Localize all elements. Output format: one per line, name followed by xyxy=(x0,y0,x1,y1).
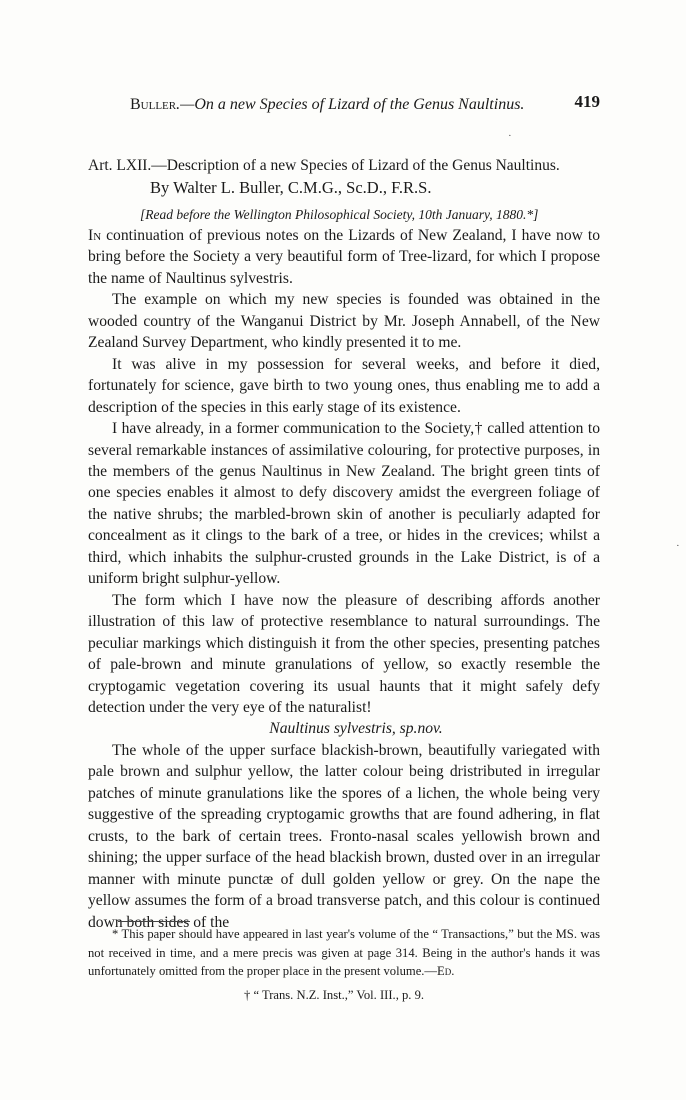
page-number: 419 xyxy=(574,92,600,111)
footnote-star-editor: Ed. xyxy=(437,964,455,978)
paragraph-2: The example on which my new species is founded was obtained in the wooded country of the Wanganui District by Mr. Joseph Annabell, of the New Zealand Survey Department, who kindly presented it to me. xyxy=(88,291,600,352)
paragraph-1 xyxy=(88,225,600,289)
stray-mark: · xyxy=(676,540,680,552)
running-head-title: .—On a new Species of Lizard of the Genus Naultinus. xyxy=(176,96,525,113)
species-name: Naultinus sylvestris, sp.nov. xyxy=(269,720,443,738)
article-title: Art. LXII.—Description of a new Species of Lizard of the Genus Naultinus. xyxy=(88,157,560,174)
paragraph-3: It was alive in my possession for several weeks, and before it died, fortunately for science, gave birth to two young ones, thus enabling me to add a description of the species in this early stage of its existence. xyxy=(88,355,600,416)
footnote-dagger: † “ Trans. N.Z. Inst.,” Vol. III., p. 9. xyxy=(244,988,425,1002)
article-byline: By Walter L. Buller, C.M.G., Sc.D., F.R.S. xyxy=(150,178,432,197)
paragraph-4: I have already, in a former communication to the Society,† called attention to several remarkable instances of assimilative colouring, for protective purposes, in the members of the genus Naultinus in New Zealand. The bright green tints of one species enables it almost to defy discovery amidst the evergreen foliage of the native shrubs; the marbled-brown skin of another is peculiarly adapted for concealment as it clings to the bark of a tree, or hides in the crevices; whilst a third, which inhabits the sulphur-crusted grounds in the Lake District, is of a uniform bright sulphur-yellow. xyxy=(88,420,600,588)
paragraph-1-text: continuation of previous notes on the Lizards of New Zealand, I have now to bring before the Society a very beautiful form of Tree-lizard, for which I propose the name of Naultinus sylvestris. xyxy=(88,227,600,287)
running-head xyxy=(130,92,600,114)
paragraph-1-lead: In xyxy=(88,227,102,244)
running-head-author: Buller xyxy=(130,96,177,113)
footnote-star-text: * This paper should have appeared in last year's volume of the “ Transactions,” but the MS. was not received in time, and a mere precis was given at page 314. Being in the author's hands it was unfortunately omitted from the proper place in the present volume.— xyxy=(88,927,600,978)
article-body xyxy=(88,225,600,933)
species-heading xyxy=(88,718,600,739)
footnote-star xyxy=(88,925,600,981)
paragraph-6: The whole of the upper surface blackish-brown, beautifully variegated with pale brown and sulphur yellow, the latter colour being dristributed in irregular patches of minute granulations like the spores of a lichen, the whole being very suggestive of the spreading cryptogamic growths that are found adhering, in flat crusts, to the bark of certain trees. Fronto-nasal scales yellowish brown and shining; the upper surface of the head blackish brown, dusted over in an irregular manner with minute punctæ of dull golden yellow or grey. On the nape the yellow assumes the form of a broad transverse patch, and this colour is continued down both sides of the xyxy=(88,741,600,931)
paragraph-5: The form which I have now the pleasure of describing affords another illustration of this law of protective resemblance to natural surroundings. The peculiar markings which distinguish it from the other species, presenting patches of pale-brown and minute granulations of yellow, so exactly resemble the cryptogamic vegetation covering its usual haunts that it might safely defy detection under the very eye of the naturalist! xyxy=(88,591,600,716)
read-note: [Read before the Wellington Philosophical Society, 10th January, 1880.*] xyxy=(140,207,539,222)
stray-mark: · xyxy=(508,130,512,142)
footnote-rule xyxy=(118,921,190,922)
